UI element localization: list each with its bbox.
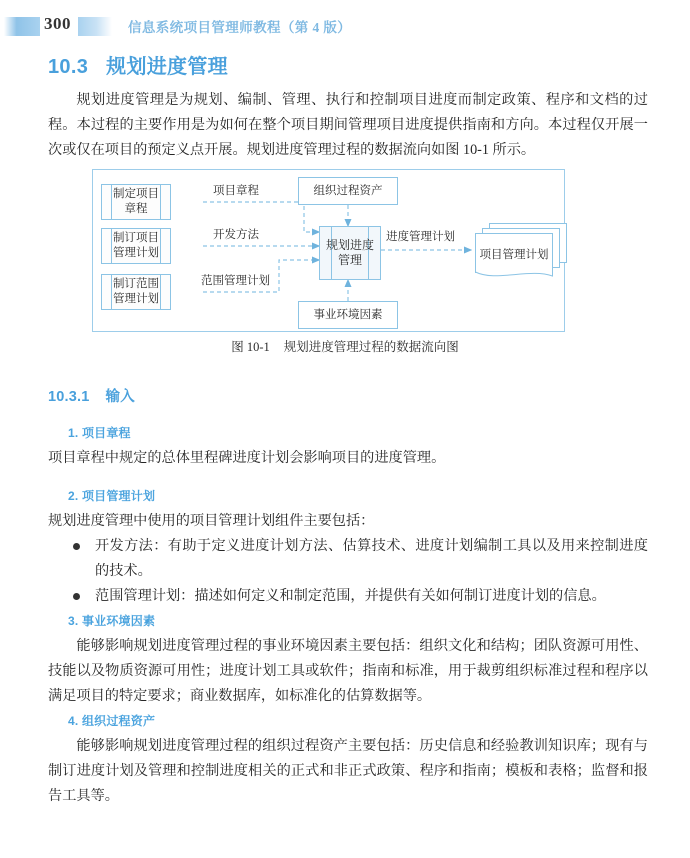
process-plan-schedule-management <box>319 226 381 280</box>
section-number: 10.3 <box>48 56 89 78</box>
subsection-number: 10.3.1 <box>48 389 90 405</box>
output-doc-label: 项目管理计划 <box>479 248 549 261</box>
section-heading <box>48 50 228 79</box>
item-bullets-pm-plan <box>70 534 648 609</box>
figure-caption-number: 图 10-1 <box>231 340 270 354</box>
output-project-management-plan <box>475 223 570 283</box>
dataflow-diagram <box>92 169 565 332</box>
item-body-opa: 能够影响规划进度管理过程的组织过程资产主要包括：历史信息和经验教训知识库；现有与制订进度计划及管理和控制进度相关的正式和非正式政策、程序和指南；模板和表格；监督和报告工具等。 <box>48 738 648 804</box>
process-develop-scope-plan-line1: 制订范围 <box>113 278 159 290</box>
item-heading-pm-plan: 2. 项目管理计划 <box>68 489 156 503</box>
section-intro-paragraph: 规划进度管理是为规划、编制、管理、执行和控制项目进度而制定政策、程序和文档的过程。本过程的主要作用是为如何在整个项目期间管理项目进度提供指南和方向。本过程仅开展一次或仅在项目的预定义点开展。规划进度管理过程的数据流向如图 10-1 所示。 <box>48 92 648 158</box>
section-title: 规划进度管理 <box>106 56 228 78</box>
page-header <box>0 14 690 40</box>
node-enterprise-environmental-factors: 事业环境因素 <box>298 301 398 329</box>
process-develop-pm-plan <box>101 228 171 264</box>
edge-label-development-approach: 开发方法 <box>213 229 259 241</box>
header-decoration-right <box>78 17 112 36</box>
figure-10-1 <box>0 165 690 370</box>
subsection-title: 输入 <box>105 389 135 405</box>
process-develop-pm-plan-line1: 制订项目 <box>113 232 159 244</box>
edge-label-scope-management-plan: 范围管理计划 <box>201 275 270 287</box>
process-develop-scope-plan <box>101 274 171 310</box>
header-decoration-left <box>4 17 40 36</box>
process-develop-charter <box>101 184 171 220</box>
node-organizational-process-assets: 组织过程资产 <box>298 177 398 205</box>
item-heading-project-charter: 1. 项目章程 <box>68 426 131 440</box>
process-develop-pm-plan-line2: 管理计划 <box>113 247 159 259</box>
process-plan-schedule-line1: 规划进度 <box>325 238 374 252</box>
edge-label-schedule-management-plan: 进度管理计划 <box>386 231 455 243</box>
subsection-heading <box>48 385 135 406</box>
item-heading-eef: 3. 事业环境因素 <box>68 614 156 628</box>
process-develop-charter-line2: 章程 <box>124 203 148 215</box>
document-sheet-front <box>475 233 553 273</box>
item-body-project-charter: 项目章程中规定的总体里程碑进度计划会影响项目的进度管理。 <box>48 450 446 466</box>
item-heading-opa: 4. 组织过程资产 <box>68 714 156 728</box>
book-title: 信息系统项目管理师教程（第 4 版） <box>128 20 352 35</box>
figure-caption-text: 规划进度管理过程的数据流向图 <box>283 340 459 354</box>
figure-caption <box>0 337 690 355</box>
page-number: 300 <box>44 14 71 33</box>
item-body-pm-plan: 规划进度管理中使用的项目管理计划组件主要包括： <box>48 513 375 529</box>
item-body-eef: 能够影响规划进度管理过程的事业环境因素主要包括：组织文化和结构；团队资源可用性、技能以及物质资源可用性；进度计划工具或软件；指南和标准，用于裁剪组织标准过程和程序以满足项目的特定要求；商业数据库，如标准化的估算数据等。 <box>48 638 648 704</box>
bullet-development-approach: 开发方法：有助于定义进度计划方法、估算技术、进度计划编制工具以及用来控制进度的技术。 <box>70 534 648 584</box>
process-develop-charter-line1: 制定项目 <box>113 188 159 200</box>
bullet-scope-management-plan: 范围管理计划：描述如何定义和制定范围，并提供有关如何制订进度计划的信息。 <box>70 584 648 609</box>
document-wavy-edge <box>475 268 555 280</box>
process-plan-schedule-line2: 管理 <box>337 253 362 267</box>
process-develop-scope-plan-line2: 管理计划 <box>113 293 159 305</box>
edge-label-project-charter: 项目章程 <box>213 185 259 197</box>
